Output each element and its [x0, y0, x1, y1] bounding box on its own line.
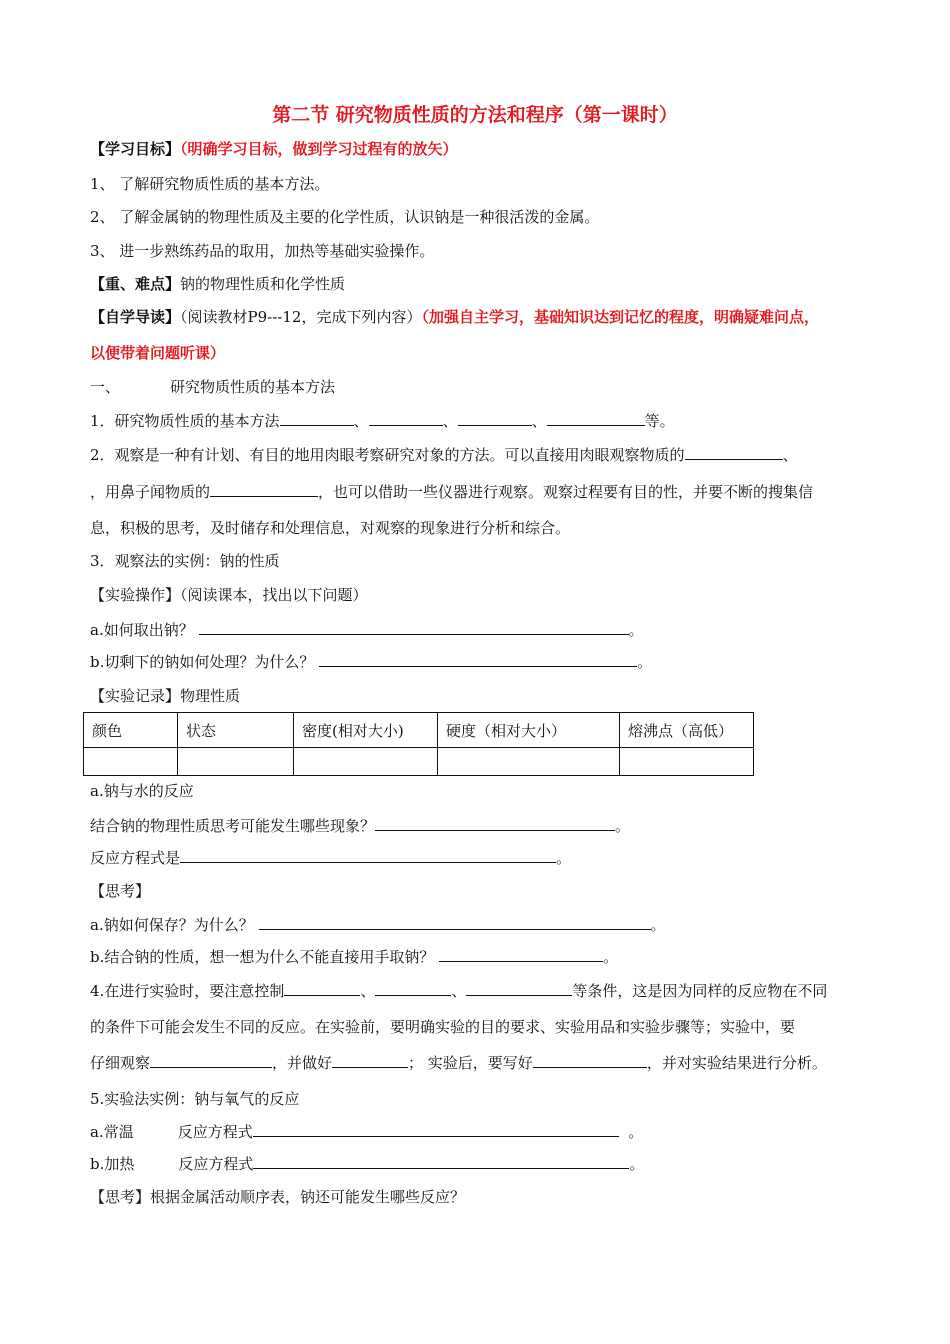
goals-label: 【学习目标】: [90, 140, 181, 158]
col-color: 颜色: [84, 713, 178, 748]
answer-blank[interactable]: [180, 848, 556, 863]
question-5: 5.实验法实例：钠与氧气的反应: [90, 1090, 300, 1108]
goals-heading: [90, 138, 458, 159]
answer-blank[interactable]: [253, 1122, 619, 1137]
keypoints-text: 钠的物理性质和化学性质: [180, 275, 346, 293]
think-a: a.钠如何保存？为什么？ 。: [90, 916, 666, 934]
think-2: 【思考】根据金属活动顺序表，钠还可能发生哪些反应？: [90, 1188, 466, 1206]
answer-blank[interactable]: [280, 411, 354, 426]
table-row: [84, 748, 754, 776]
selfstudy-label: 【自学导读】: [90, 308, 181, 326]
selfstudy: [90, 306, 819, 327]
record-heading: 【实验记录】物理性质: [90, 687, 241, 705]
goal-item-2: 2、 了解金属钠的物理性质及主要的化学性质，认识钠是一种很活泼的金属。: [90, 208, 600, 226]
question-4-line3: 仔细观察 ，并做好 ； 实验后，要写好 ，并对实验结果进行分析。: [90, 1054, 827, 1072]
answer-blank[interactable]: [199, 620, 629, 635]
table-cell[interactable]: [438, 748, 620, 776]
answer-blank[interactable]: [466, 981, 572, 996]
table-cell[interactable]: [620, 748, 754, 776]
page-title: 第二节 研究物质性质的方法和程序（第一课时）: [272, 104, 678, 126]
answer-blank[interactable]: [533, 1053, 647, 1068]
water-heading: a.钠与水的反应: [90, 782, 194, 800]
keypoints-label: 【重、难点】: [90, 275, 181, 293]
question-2-line3: 息，积极的思考，及时储存和处理信息，对观察的现象进行分析和综合。: [90, 519, 571, 537]
table-header-row: [84, 713, 754, 748]
think-heading: 【思考】: [90, 882, 151, 900]
question-3: 3．观察法的实例：钠的性质: [90, 552, 280, 570]
col-state: 状态: [178, 713, 294, 748]
goal-item-3: 3、 进一步熟练药品的取用，加热等基础实验操作。: [90, 242, 435, 260]
answer-blank[interactable]: [253, 1154, 629, 1169]
answer-blank[interactable]: [547, 411, 645, 426]
think-b: b.结合钠的性质，想一想为什么不能直接用手取钠？ 。: [90, 948, 619, 966]
question-1: 1．研究物质性质的基本方法 、 、 、 等。: [90, 412, 675, 430]
table-cell[interactable]: [294, 748, 438, 776]
record-table: [83, 712, 754, 776]
selfstudy-hint-cont: 以便带着问题听课）: [90, 344, 226, 362]
col-density: 密度(相对大小): [294, 713, 438, 748]
col-hardness: 硬度（相对大小）: [438, 713, 620, 748]
goal-item-1: 1、 了解研究物质性质的基本方法。: [90, 175, 330, 193]
experiment-op-b: b.切剩下的钠如何处理？为什么？ 。: [90, 653, 653, 671]
experiment-op-a: a.如何取出钠？ 。: [90, 621, 644, 639]
question-2-line1: 2．观察是一种有计划、有目的地用肉眼考察研究对象的方法。可以直接用肉眼观察物质的 、: [90, 446, 798, 464]
col-melting: 熔沸点（高低）: [620, 713, 754, 748]
table-cell[interactable]: [178, 748, 294, 776]
section-title: 研究物质性质的基本方法: [170, 378, 336, 396]
oxygen-b: b.加热 反应方程式 。: [90, 1155, 645, 1173]
answer-blank[interactable]: [375, 816, 615, 831]
selfstudy-text: （阅读教材P9---12，完成下列内容）: [180, 308, 422, 326]
answer-blank[interactable]: [332, 1053, 408, 1068]
answer-blank[interactable]: [319, 652, 637, 667]
answer-blank[interactable]: [284, 981, 360, 996]
record-label: 【实验记录】: [90, 687, 181, 705]
keypoints: [90, 273, 345, 294]
answer-blank[interactable]: [369, 411, 443, 426]
think-2-label: 【思考】: [90, 1188, 151, 1206]
oxygen-a: a.常温 反应方程式 。: [90, 1123, 644, 1141]
experiment-op-label: 【实验操作】: [90, 586, 181, 604]
answer-blank[interactable]: [375, 981, 451, 996]
section-heading: [90, 376, 335, 397]
experiment-op-heading: 【实验操作】（阅读课本，找出以下问题）: [90, 586, 368, 604]
selfstudy-hint: （加强自主学习，基础知识达到记忆的程度，明确疑难问点，: [421, 308, 819, 326]
answer-blank[interactable]: [259, 915, 651, 930]
table-cell[interactable]: [84, 748, 178, 776]
section-number: 一、: [90, 378, 121, 396]
question-2-line2: ，用鼻子闻物质的 ，也可以借助一些仪器进行观察。观察过程要有目的性，并要不断的搜集信: [90, 483, 814, 501]
answer-blank[interactable]: [210, 482, 318, 497]
water-equation: 反应方程式是 。: [90, 849, 572, 867]
question-4-line2: 的条件下可能会发生不同的反应。在实验前，要明确实验的目的要求、实验用品和实验步骤等；实验中，要: [90, 1018, 796, 1036]
answer-blank[interactable]: [458, 411, 532, 426]
water-think: 结合钠的物理性质思考可能发生哪些现象？ 。: [90, 817, 631, 835]
question-4-line1: 4.在进行实验时，要注意控制 、 、 等条件，这是因为同样的反应物在不同: [90, 982, 828, 1000]
answer-blank[interactable]: [439, 947, 603, 962]
answer-blank[interactable]: [150, 1053, 272, 1068]
goals-hint: （明确学习目标，做到学习过程有的放矢）: [180, 140, 458, 158]
answer-blank[interactable]: [685, 445, 783, 460]
